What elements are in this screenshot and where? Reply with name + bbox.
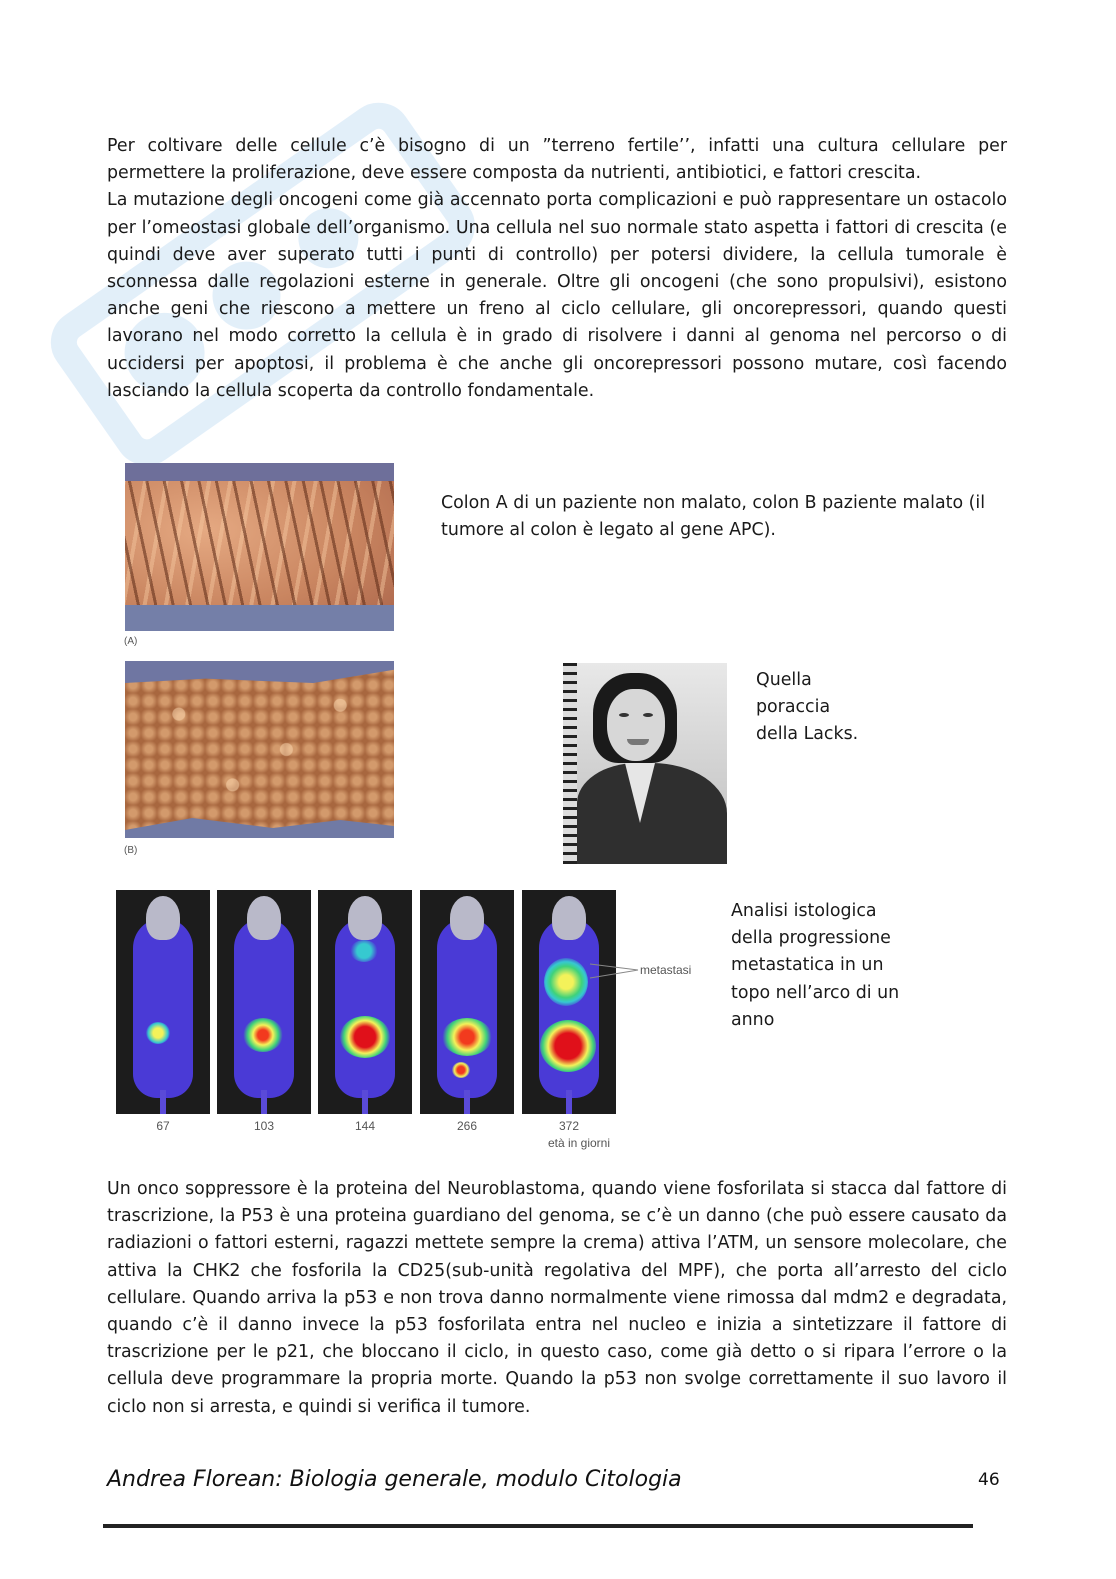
portrait-photo xyxy=(563,663,727,864)
body-paragraph-2 xyxy=(107,1176,1007,1421)
mouse-image-day-266 xyxy=(420,890,514,1114)
caption-line: poraccia xyxy=(756,697,831,718)
colon-a-label: (A) xyxy=(124,636,138,647)
mouse-image-day-372 xyxy=(522,890,616,1114)
days-axis-label: età in giorni xyxy=(547,1136,611,1150)
footer-divider xyxy=(103,1524,973,1528)
caption-line: anno xyxy=(731,1009,775,1030)
colon-caption xyxy=(441,490,1021,544)
paragraph-line: Per coltivare delle cellule c’è bisogno di un ”terreno fertile’’, infatti una cultura cellulare per permettere la proliferazione, deve essere composta da nutrienti, antibiotici, e fattori crescita. xyxy=(107,136,1007,184)
day-label: 266 xyxy=(456,1119,478,1133)
footer-title: Andrea Florean: Biologia generale, modulo Citologia xyxy=(107,1467,682,1492)
colon-a-image xyxy=(125,463,394,631)
caption-line: Quella xyxy=(756,670,812,690)
paragraph-line: La mutazione degli oncogeni come già accennato porta complicazioni e può rappresentare un ostacolo per l’omeostasi globale dell’organismo. Una cellula nel suo normale stato aspetta i fattori di crescita (e quindi deve aver superato tutti i punti di controllo) per potersi dividere, la cellula tumorale è sconnessa dalle regolazioni esterne in generale. Oltre gli oncogeni (che sono propulsivi), esistono anche geni che riescono a mettere un freno al ciclo cellulare, gli oncorepressori, quando questi lavorano nel modo corretto la cellula è in grado di risolvere i danni al genoma nel percorso o di uccidersi per apoptosi, il problema è che anche gli oncorepressori possono mutare, così facendo lasciando la cellula scoperta da controllo fondamentale. xyxy=(107,190,1007,401)
page-number: 46 xyxy=(978,1470,1000,1490)
day-label: 103 xyxy=(253,1119,275,1133)
mouse-image-day-103 xyxy=(217,890,311,1114)
caption-line: della progressione xyxy=(731,928,891,949)
colon-b-label: (B) xyxy=(124,845,138,856)
body-paragraph-1 xyxy=(107,133,1007,405)
day-label: 144 xyxy=(354,1119,376,1133)
day-label: 372 xyxy=(558,1119,580,1133)
caption-line: tumore al colon è legato al gene APC). xyxy=(441,520,776,541)
mouse-image-day-144 xyxy=(318,890,412,1114)
mouse-image-day-67 xyxy=(116,890,210,1114)
caption-line: metastatica in un xyxy=(731,955,884,976)
day-label: 67 xyxy=(156,1119,170,1133)
caption-line: topo nell’arco di un xyxy=(731,982,900,1003)
metastasi-annotation: metastasi xyxy=(640,963,692,977)
caption-line: Analisi istologica xyxy=(731,901,877,921)
mice-caption xyxy=(731,898,899,1034)
colon-b-image xyxy=(125,661,394,838)
paragraph-text: Un onco soppressore è la proteina del Neuroblastoma, quando viene fosforilata si stacca dal fattore di trascrizione, la P53 è una proteina guardiano del genoma, se c’è un danno (che può essere causato da radiazioni o fattori esterni, ragazzi mettete sempre la crema) attiva l’ATM, un sensore molecolare, che attiva la CHK2 che fosforila la CD25(sub-unità regolativa del MPF), che porta all’arresto del ciclo cellulare. Quando arriva la p53 e non trova danno normalmente viene rimossa dal mdm2 e degradata, quando c’è il danno invece la p53 fosforilata entra nel nucleo e inizia a sintetizzare il fattore di trascrizione per le p21, che bloccano il ciclo, in questo caso, come già detto o si ripara l’errore o la cellula deve programmare la propria morte. Quando la p53 non svolge correttamente il suo lavoro il ciclo non si arresta, e quindi si verifica il tumore. xyxy=(107,1179,1007,1417)
portrait-caption xyxy=(756,667,858,749)
caption-line: Colon A di un paziente non malato, colon B paziente malato (il xyxy=(441,493,986,513)
caption-line: della Lacks. xyxy=(756,724,859,745)
